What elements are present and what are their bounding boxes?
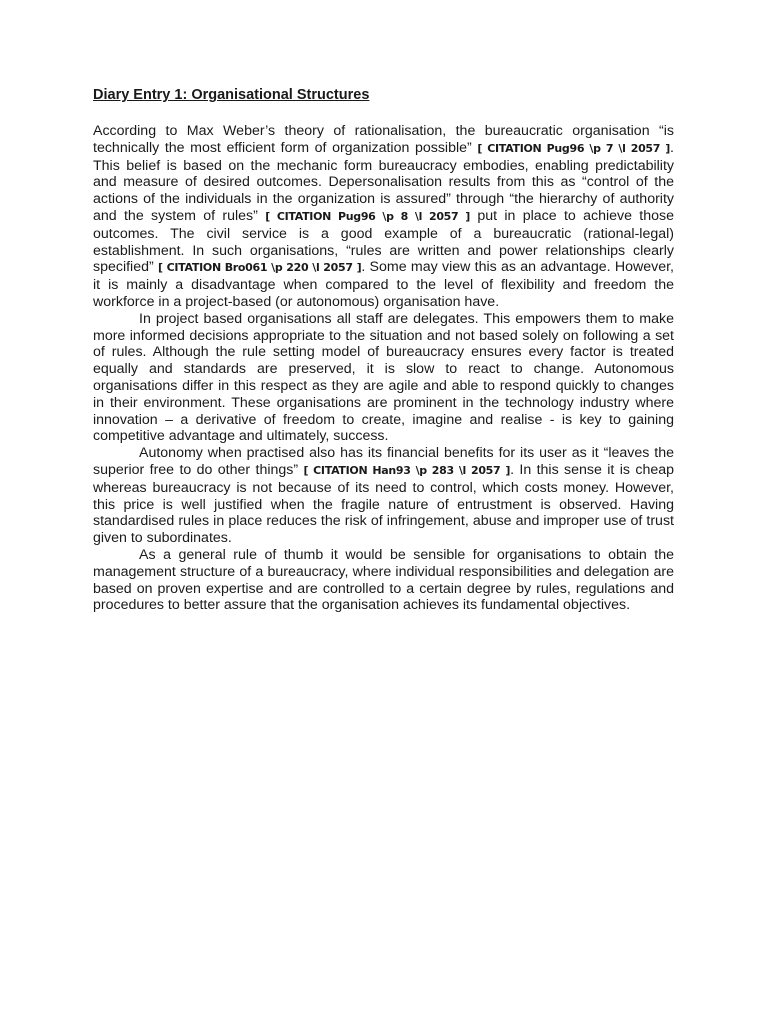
citation-field: [ CITATION Han93 \p 283 \l 2057 ] bbox=[303, 463, 511, 477]
paragraph-text: . In this sense it is cheap whereas bureaucracy is not because of its need to control, which costs money. However, this price is well justified when the fragile nature of entrustment is observed. Having standardised rules in place reduces the risk of infringement, abuse and improper use of trust given to subordinates. bbox=[93, 461, 674, 547]
paragraph-4 bbox=[93, 547, 674, 614]
paragraph-3 bbox=[93, 445, 674, 547]
paragraph-2 bbox=[93, 311, 674, 445]
citation-field: [ CITATION Bro061 \p 220 \l 2057 ] bbox=[158, 261, 362, 275]
document-title: Diary Entry 1: Organisational Structures bbox=[93, 87, 370, 103]
paragraph-text: . This belief is based on the mechanic form bureaucracy embodies, enabling predictability and measure of desired outcomes. Depersonalisation results from this as “control of the actions of the individuals in the organization is assured” through “the hierarchy of authority and the system of rules” bbox=[93, 139, 674, 224]
paragraph-text: According to Max Weber’s theory of rationalisation, the bureaucratic organisation “is technically the most efficient form of organization possible” bbox=[93, 123, 674, 156]
paragraph-text: put in place to achieve those outcomes. The civil service is a good example of a bureaucratic (rational-legal) establishment. In such organisations, “rules are written and power relationships clearly specified” bbox=[93, 207, 675, 276]
paragraph-1 bbox=[93, 123, 674, 311]
citation-field: [ CITATION Pug96 \p 7 \l 2057 ] bbox=[477, 141, 671, 155]
citation-field: [ CITATION Pug96 \p 8 \l 2057 ] bbox=[265, 209, 471, 223]
document-page bbox=[93, 86, 674, 614]
paragraph-text: Autonomy when practised also has its financial benefits for its user as it “leaves the superior free to do other things” bbox=[93, 445, 674, 478]
paragraph-text: As a general rule of thumb it would be sensible for organisations to obtain the management structure of a bureaucracy, where individual responsibilities and delegation are based on proven expertise and are controlled to a certain degree by rules, regulations and procedures to better assure that the organisation achieves its fundamental objectives. bbox=[93, 546, 674, 614]
paragraph-text: . Some may view this as an advantage. However, it is mainly a disadvantage when compared to the level of flexibility and freedom the workforce in a project-based (or autonomous) organisation have. bbox=[93, 259, 674, 310]
paragraph-text: In project based organisations all staff are delegates. This empowers them to make more informed decisions appropriate to the situation and not based solely on following a set of rules. Although the rule setting model of bureaucracy ensures every factor is treated equally and standards are preserved, it is slow to react to change. Autonomous organisations differ in this respect as they are agile and able to respond quickly to changes in their environment. These organisations are prominent in the technology industry where innovation – a derivative of freedom to create, imagine and realise - is key to gaining competitive advantage and ultimately, success. bbox=[93, 310, 674, 445]
